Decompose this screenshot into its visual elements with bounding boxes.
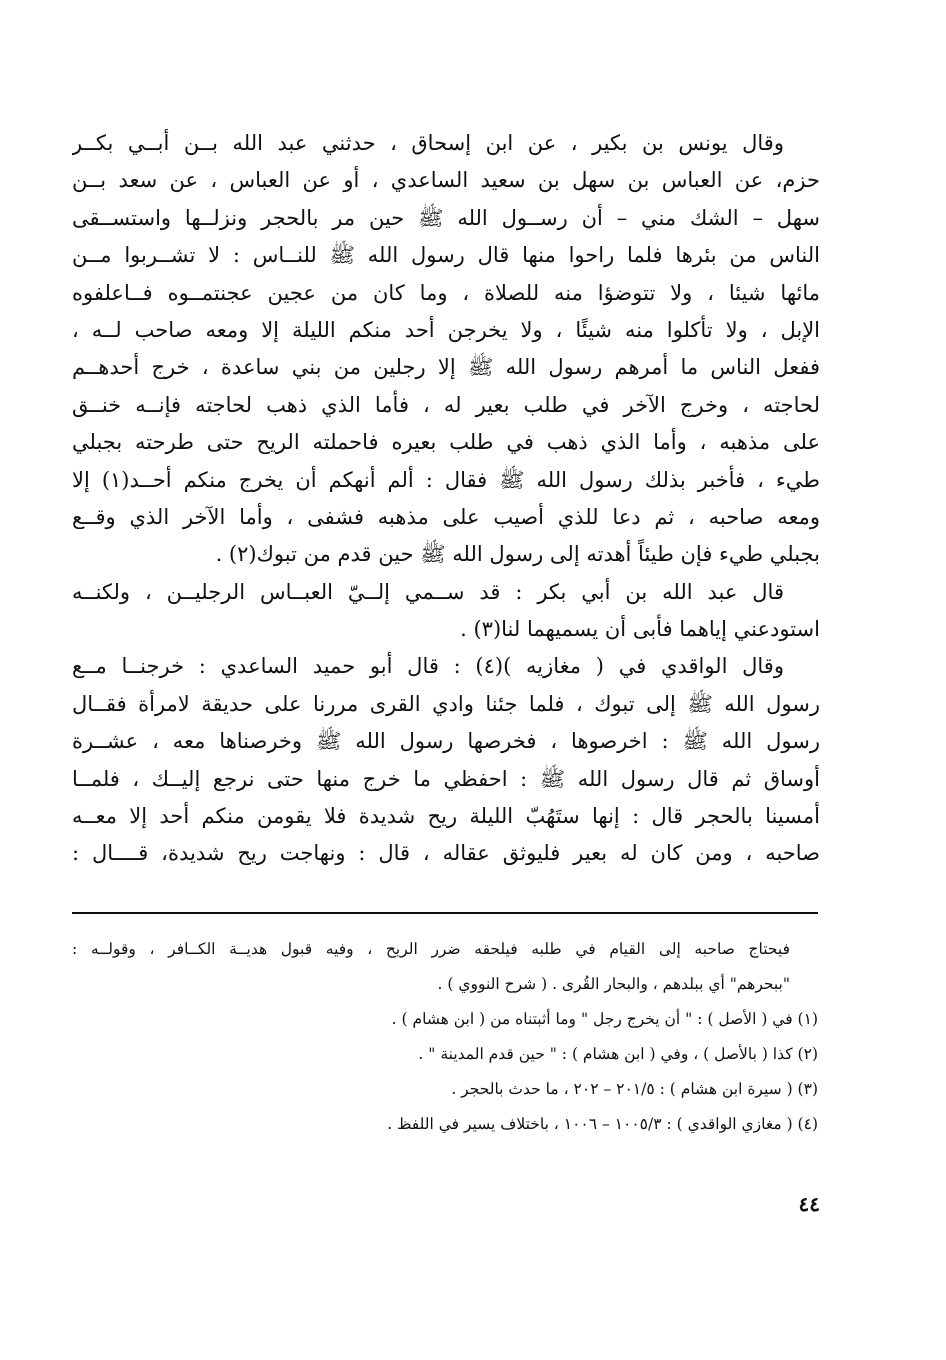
footnotes — [72, 932, 818, 1142]
text-line: قال عبد الله بن أبي بكر : قد ســمي إلــيّ العبــاس الرجليــن ، ولكنــه — [72, 579, 784, 604]
text-line: مائها شيئا ، ولا تتوضؤا منه للصلاة ، وما كان من عجين عجنتمــوه فــاعلفوه — [72, 280, 820, 305]
text-line: رسول الله ﷺ : اخرصوها ، فخرصها رسول الله ﷺ وخرصناها معه ، عشــرة — [72, 729, 820, 754]
main-text — [72, 125, 820, 873]
text-line: استودعني إياهما فأبى أن يسميهما لنا(٣) . — [460, 617, 820, 642]
footnote-line: فيحتاج صاحبه إلى القيام في طلبه فيلحقه ضرر الريح ، وفيه قبول هديــة الكــافر ، وقولــه : — [72, 940, 790, 958]
text-line: سهل – الشك مني – أن رســول الله ﷺ حين مر بالحجر ونزلــها واستســقى — [72, 205, 820, 230]
text-line: ففعل الناس ما أمرهم رسول الله ﷺ إلا رجلين من بني ساعدة ، خرج أحدهــم — [72, 355, 820, 380]
text-line: أوساق ثم قال رسول الله ﷺ : احفظي ما خرج منها حتى نرجع إليــك ، فلمــا — [72, 766, 820, 791]
text-line: رسول الله ﷺ إلى تبوك ، فلما جئنا وادي القرى مررنا على حديقة لامرأة فقــال — [72, 691, 820, 716]
footnote-4: (٤) ( مغازي الواقدي ) : ١٠٠٥/٣ – ١٠٠٦ ، باختلاف يسير في اللفظ . — [387, 1115, 818, 1133]
footnote-2: (٢) كذا ( بالأصل ) ، وفي ( ابن هشام ) : " حين قدم المدينة " . — [418, 1045, 818, 1063]
text-line: بجبلي طيء فإن طيئاً أهدته إلى رسول الله ﷺ حين قدم من تبوك(٢) . — [215, 542, 820, 567]
text-line: لحاجته ، وخرج الآخر في طلب بعير له ، فأما الذي ذهب لحاجته فإنــه خنــق — [72, 392, 820, 417]
text-line: وقال الواقدي في ( مغازيه )(٤) : قال أبو حميد الساعدي : خرجنــا مــع — [72, 654, 784, 679]
footnote-divider — [72, 912, 818, 914]
footnote-line: "ببحرهم" أي ببلدهم ، والبحار القُرى . ( شرح النووي ) . — [437, 975, 790, 993]
text-line: وقال يونس بن بكير ، عن ابن إسحاق ، حدثني عبد الله بــن أبــي بكــر — [72, 131, 784, 155]
text-line: حزم، عن العباس بن سهل بن سعيد الساعدي ، أو عن العباس ، عن سعد بــن — [72, 168, 820, 193]
text-line: على مذهبه ، وأما الذي ذهب في طلب بعيره فاحملته الريح حتى طرحته بجبلي — [72, 430, 820, 455]
text-line: ومعه صاحبه ، ثم دعا للذي أصيب على مذهبه فشفى ، وأما الآخر الذي وقــع — [72, 504, 820, 529]
footnote-1: (١) في ( الأصل ) : " أن يخرج رجل " وما أثبتناه من ( ابن هشام ) . — [391, 1010, 818, 1028]
text-line: الناس من بئرها فلما راحوا منها قال رسول الله ﷺ للنــاس : لا تشــربوا مــن — [72, 243, 820, 268]
page-number: ٤٤ — [798, 1192, 820, 1216]
text-line: أمسينا بالحجر قال : إنها ستَهُبّ الليلة ريح شديدة فلا يقومن منكم أحد إلا معــه — [72, 804, 820, 829]
text-line: طيء ، فأخبر بذلك رسول الله ﷺ فقال : ألم أنهكم أن يخرج منكم أحــد(١) إلا — [72, 467, 820, 492]
text-line: الإبل ، ولا تأكلوا منه شيئًا ، ولا يخرجن أحد منكم الليلة إلا ومعه صاحب لــه ، — [72, 317, 820, 342]
footnote-3: (٣) ( سيرة ابن هشام ) : ٢٠١/٥ – ٢٠٢ ، ما حدث بالحجر . — [451, 1080, 818, 1098]
text-line: صاحبه ، ومن كان له بعير فليوثق عقاله ، قال : ونهاجت ريح شديدة، قــــال : — [72, 841, 820, 866]
